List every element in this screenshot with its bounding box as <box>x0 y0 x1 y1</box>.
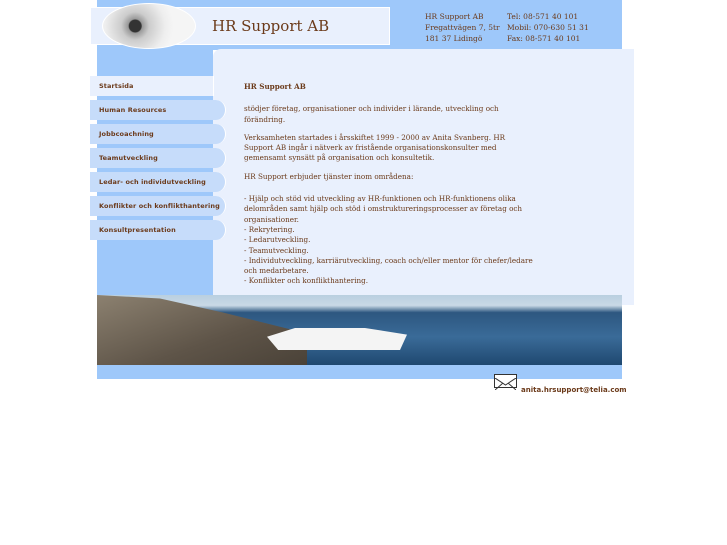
content-heading: HR Support AB <box>244 82 306 91</box>
email-link[interactable]: anita.hrsupport@telia.com <box>521 386 627 394</box>
nav-item-human-resources[interactable]: Human Resources <box>90 100 226 120</box>
service-item: - Individutveckling, karriärutveckling, coach och/eller mentor för chefer/ledare och medarbetare. <box>244 255 533 276</box>
site-title: HR Support AB <box>212 17 330 35</box>
address-line: Fregattvägen 7, 5tr <box>425 23 500 32</box>
nav-item-teamutveckling[interactable]: Teamutveckling <box>90 148 226 168</box>
address-line: 181 37 Lidingö <box>425 34 483 43</box>
envelope-icon[interactable] <box>494 374 517 388</box>
services-intro: HR Support erbjuder tjänster inom områdena: <box>244 171 414 181</box>
rock-shape <box>97 295 307 365</box>
eye-logo-image <box>102 3 196 49</box>
sidebar-nav <box>90 76 226 244</box>
nav-item-startsida[interactable]: Startsida <box>90 76 214 96</box>
service-item: - Hjälp och stöd vid utveckling av HR-funktionen och HR-funktionens olika delområden samt hjälp och stöd i omstruktureringsprocesser av företag och organisationer. <box>244 194 523 224</box>
service-item: - Konflikter och konflikthantering. <box>244 276 369 286</box>
phone-line: Tel: 08-571 40 101 <box>507 12 579 21</box>
nav-item-konflikter[interactable]: Konflikter och konflikthantering <box>90 196 226 216</box>
footer-bar <box>97 365 622 379</box>
intro-paragraph: stödjer företag, organisationer och individer i lärande, utveckling och förändring. <box>244 104 499 124</box>
phone-line: Fax: 08-571 40 101 <box>507 34 581 43</box>
contact-block <box>507 11 589 44</box>
boat-shape <box>267 328 407 350</box>
service-item: - Teamutveckling. <box>244 245 309 255</box>
service-item: - Rekrytering. <box>244 224 295 234</box>
history-paragraph: Verksamheten startades i årsskiftet 1999 - 2000 av Anita Svanberg. HR Support AB ingår i nätverk av fristående organisationskonsulter med gemensamt synsätt på organisation och konsultetik. <box>244 132 506 163</box>
address-block <box>425 11 500 44</box>
main-content <box>244 82 536 287</box>
nav-item-jobbcoachning[interactable]: Jobbcoachning <box>90 124 226 144</box>
phone-line: Mobil: 070-630 51 31 <box>507 23 589 32</box>
boat-photo <box>97 295 622 365</box>
nav-item-ledarutveckling[interactable]: Ledar- och individutveckling <box>90 172 226 192</box>
address-line: HR Support AB <box>425 12 484 21</box>
service-item: - Ledarutveckling. <box>244 235 311 245</box>
nav-item-konsultpresentation[interactable]: Konsultpresentation <box>90 220 226 240</box>
